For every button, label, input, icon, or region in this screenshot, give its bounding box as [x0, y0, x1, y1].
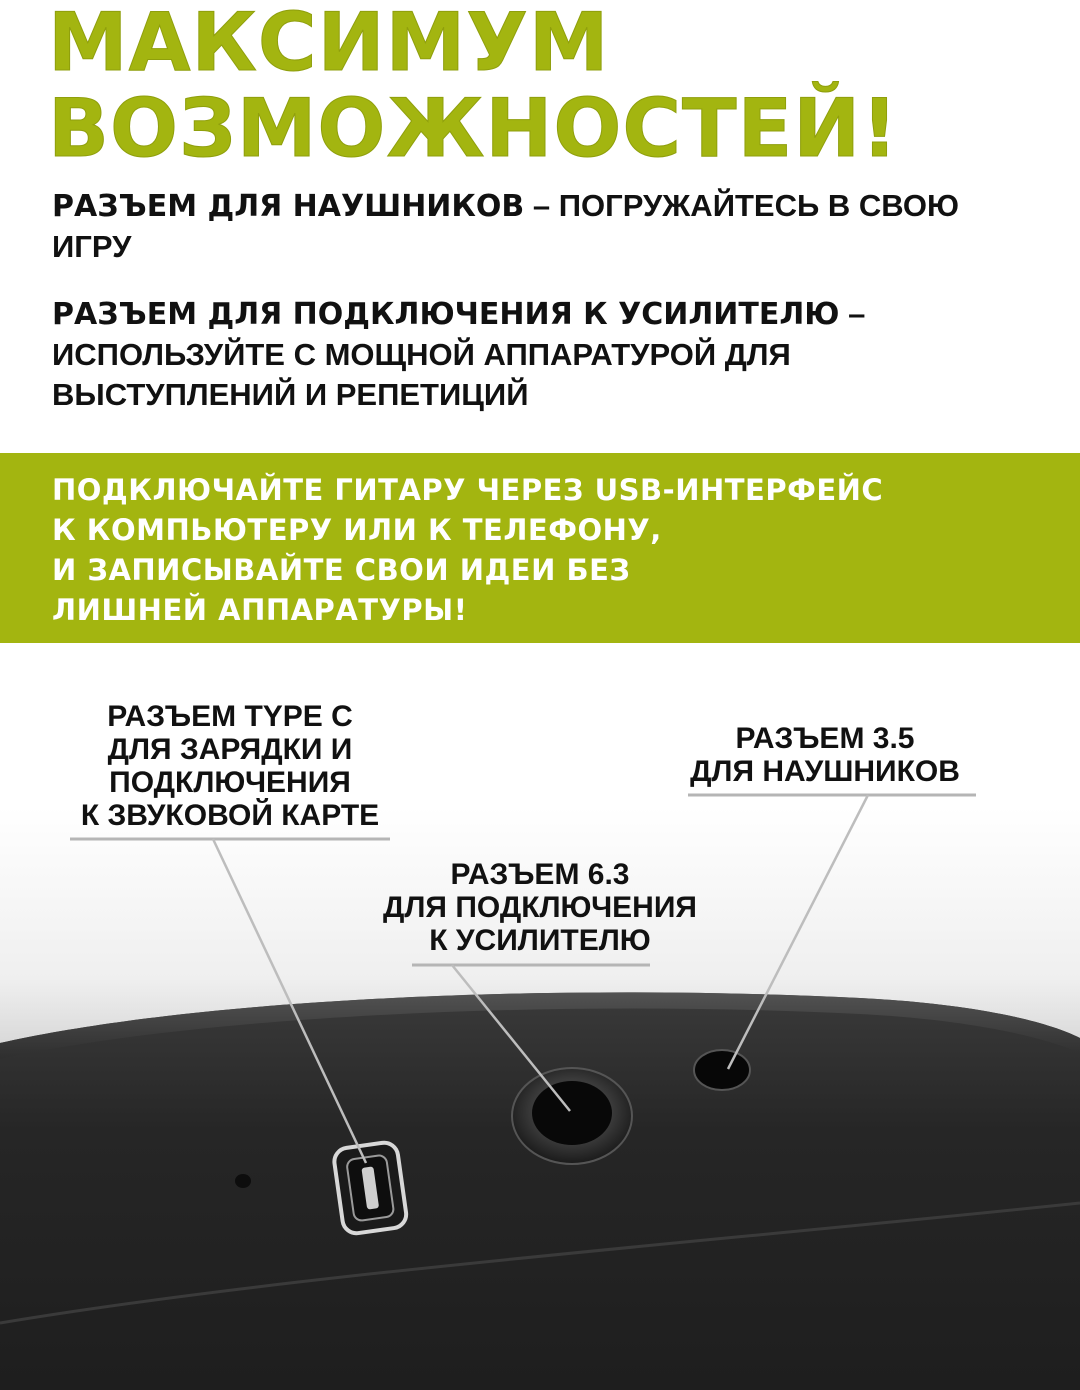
usb-promo-line-4: ЛИШНЕЙ АППАРАТУРЫ!	[52, 593, 468, 627]
callout-typec-line-2: ДЛЯ ЗАРЯДКИ И	[107, 733, 353, 766]
callout-typec	[40, 700, 420, 832]
usb-promo-text	[52, 470, 883, 630]
callout-jack-6-3	[340, 858, 740, 957]
usb-c-port-icon	[333, 1141, 408, 1235]
feature-amp-jack-text: – ИСПОЛЬЗУЙТЕ С МОЩНОЙ АППАРАТУРОЙ ДЛЯ ВЫСТУПЛЕНИЙ И РЕПЕТИЦИЙ	[52, 296, 866, 412]
usb-promo-line-1: ПОДКЛЮЧАЙТЕ ГИТАРУ ЧЕРЕЗ USB-ИНТЕРФЕЙС	[52, 473, 884, 507]
feature-headphone-jack-text: – ПОГРУЖАЙТЕСЬ В СВОЮ ИГРУ	[52, 188, 959, 264]
callout-jack-3-5	[660, 722, 990, 788]
usb-promo-line-2: К КОМПЬЮТЕРУ ИЛИ К ТЕЛЕФОНУ,	[52, 513, 662, 547]
callout-typec-line-4: К ЗВУКОВОЙ КАРТЕ	[80, 799, 380, 832]
feature-amp-jack-lead: РАЗЪЕМ ДЛЯ ПОДКЛЮЧЕНИЯ К УСИЛИТЕЛЮ	[52, 297, 840, 332]
jack-6-3-hole-icon	[532, 1081, 612, 1145]
device-body	[0, 992, 1080, 1390]
callout-63-line-3: К УСИЛИТЕЛЮ	[429, 924, 651, 957]
callout-typec-line-3: ПОДКЛЮЧЕНИЯ	[109, 766, 351, 799]
headline-line-1: МАКСИМУМ	[48, 0, 610, 89]
callout-63-line-2: ДЛЯ ПОДКЛЮЧЕНИЯ	[383, 891, 697, 924]
callout-35-line-1: РАЗЪЕМ 3.5	[735, 722, 915, 755]
headline	[48, 0, 899, 175]
usb-promo-line-3: И ЗАПИСЫВАЙТЕ СВОИ ИДЕИ БЕЗ	[52, 553, 631, 587]
led-dot-icon	[235, 1174, 251, 1188]
feature-amp-jack	[52, 294, 1042, 415]
headline-line-2: ВОЗМОЖНОСТЕЙ!	[48, 82, 899, 175]
callout-35-line-2: ДЛЯ НАУШНИКОВ	[690, 755, 960, 788]
feature-headphone-jack	[52, 186, 1012, 267]
callout-63-line-1: РАЗЪЕМ 6.3	[450, 858, 630, 891]
jack-3-5-icon	[694, 1050, 750, 1090]
feature-headphone-jack-lead: РАЗЪЕМ ДЛЯ НАУШНИКОВ	[52, 189, 525, 224]
callout-typec-line-1: РАЗЪЕМ TYPE C	[107, 700, 353, 733]
